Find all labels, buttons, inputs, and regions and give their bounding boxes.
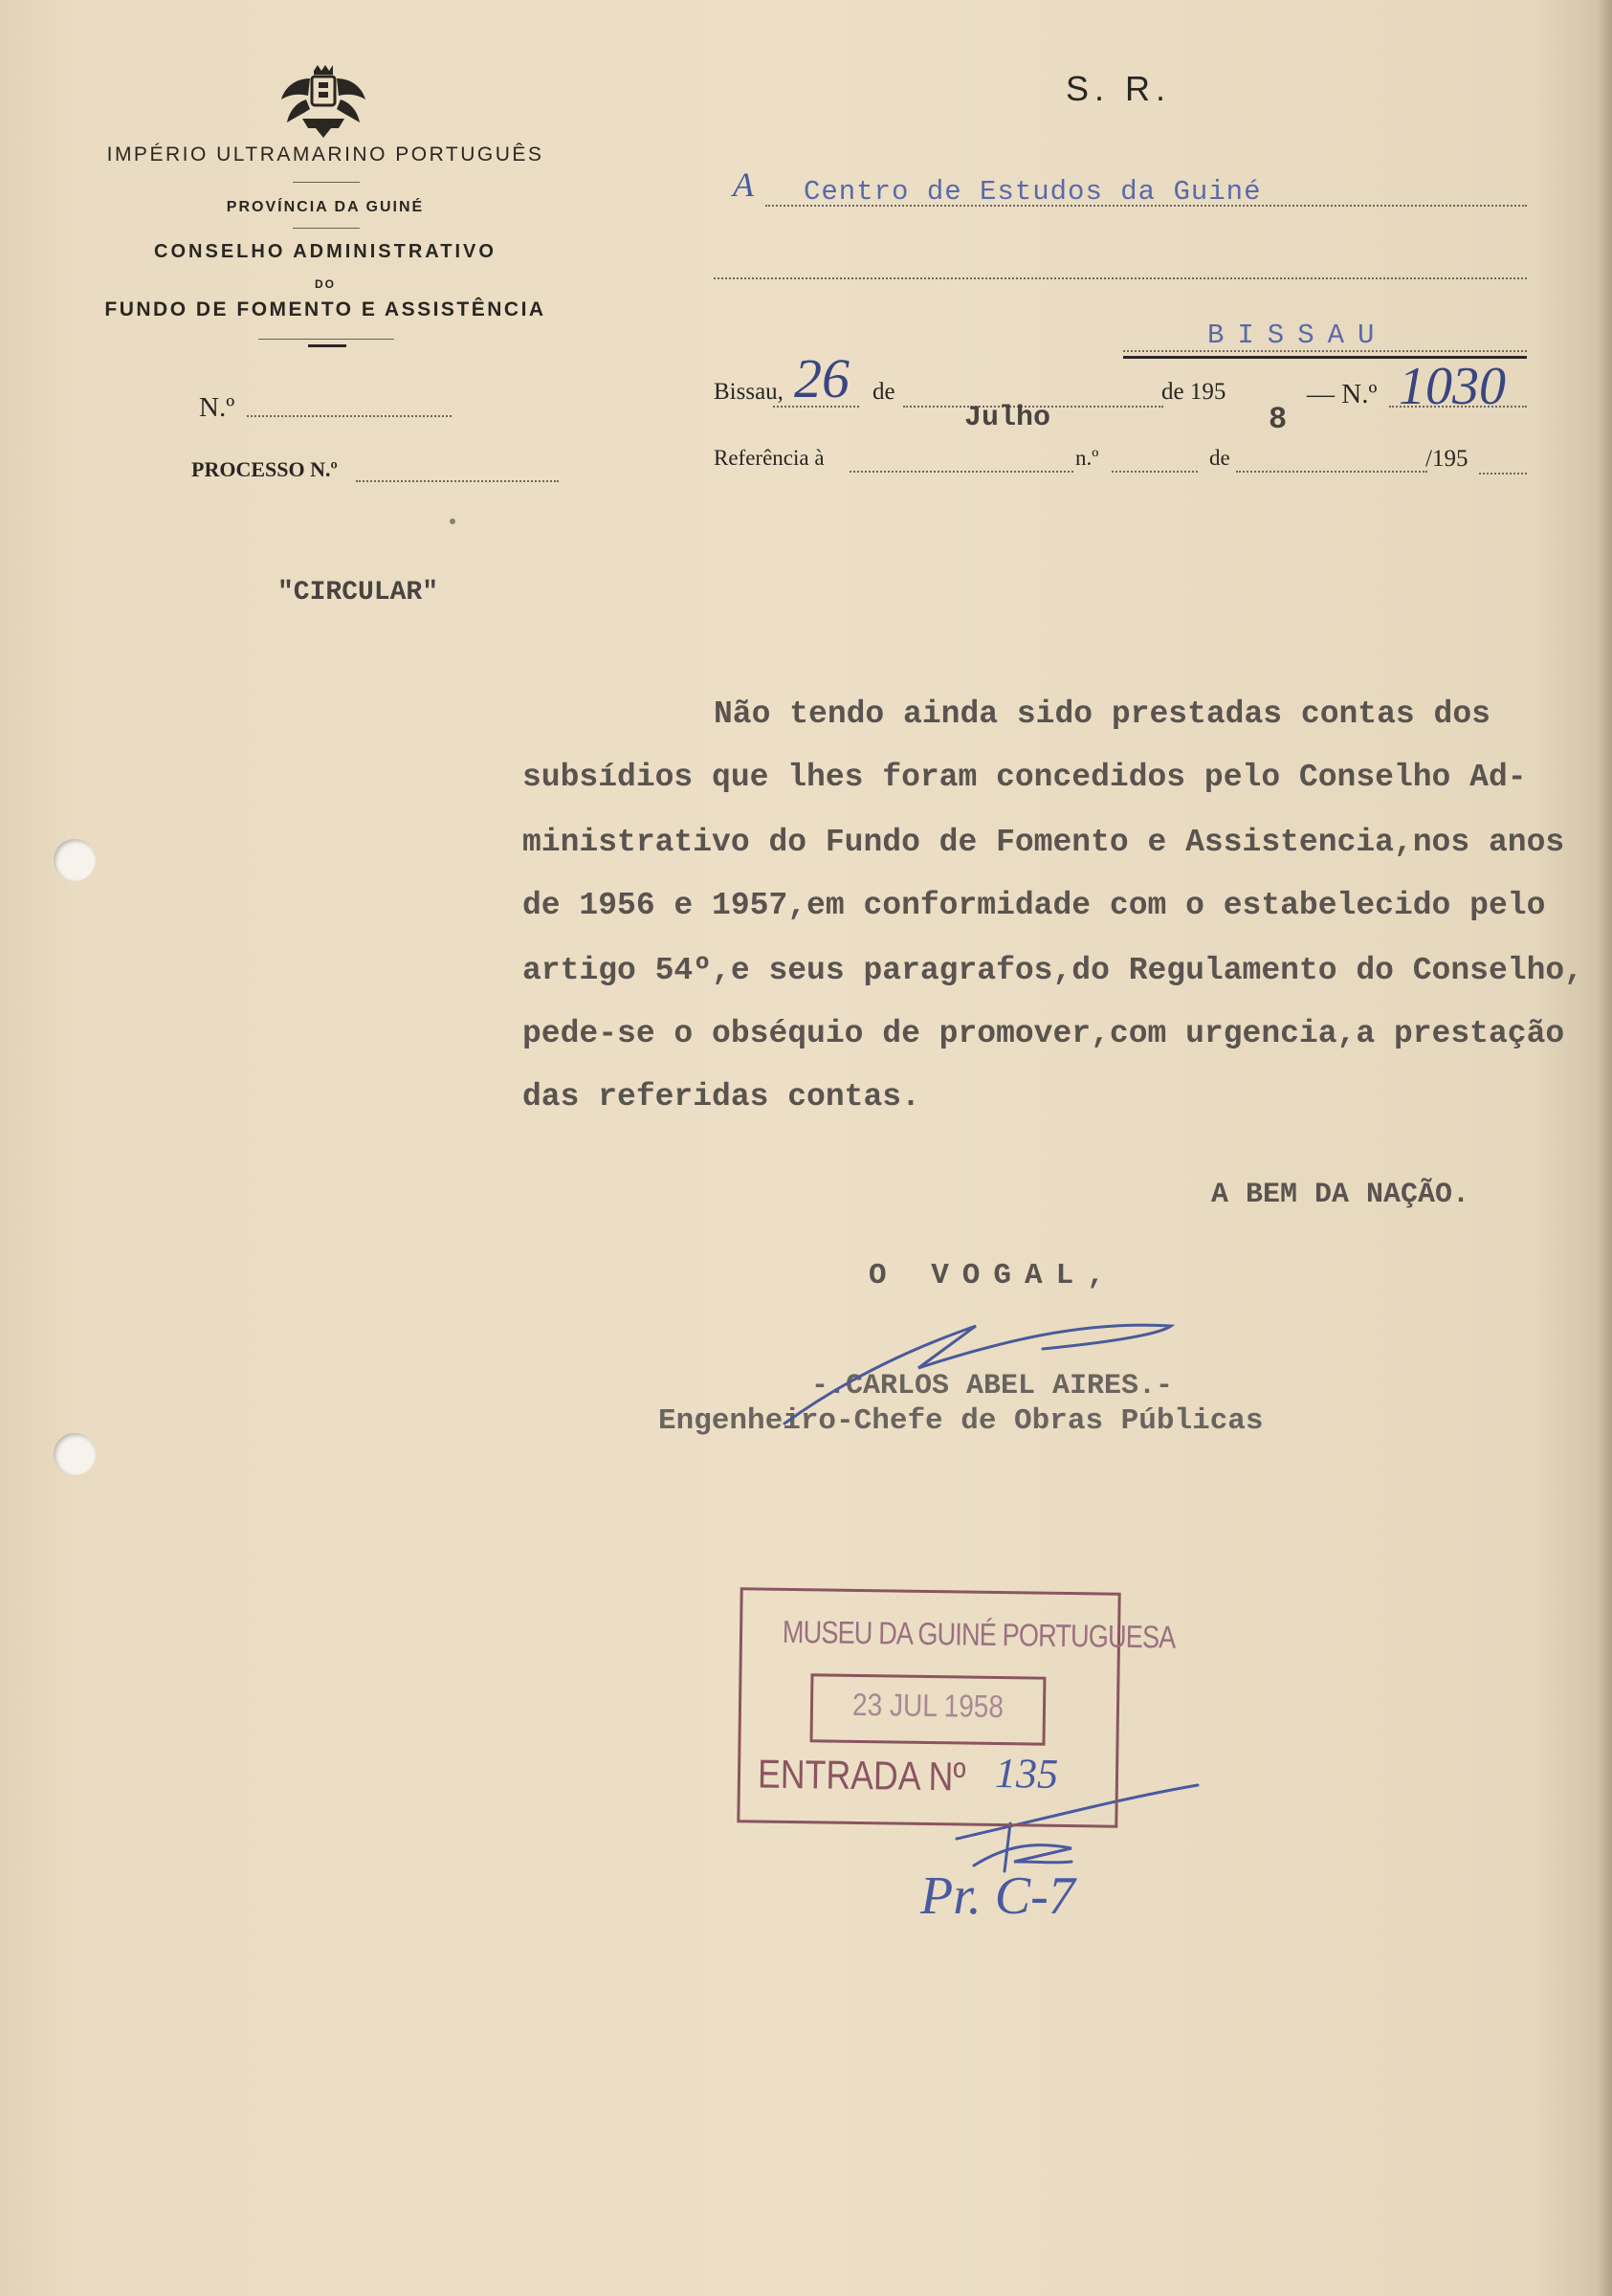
reference-de-label: de (1209, 446, 1230, 470)
header-fund: FUNDO DE FOMENTO E ASSISTÊNCIA (104, 298, 546, 320)
body-line-6: pede-se o obséquio de promover,com urgencia,a prestação (522, 1016, 1565, 1051)
body-line-7: das referidas contas. (522, 1079, 920, 1115)
signatory-name: -.CARLOS ABEL AIRES.- (811, 1370, 1174, 1402)
stamp-title: MUSEU DA GUINÉ PORTUGUESA (782, 1613, 1176, 1655)
circular-label: "CIRCULAR" (277, 578, 439, 607)
header-do: DO (315, 277, 336, 291)
museum-stamp (737, 1587, 1176, 1828)
body-line-1: Não tendo ainda sido prestadas contas dos (714, 696, 1491, 732)
closing-formula: A BEM DA NAÇÃO. (1211, 1179, 1470, 1211)
addressee-city: BISSAU (1207, 320, 1388, 351)
addressee-prefix: A (733, 166, 754, 204)
filing-annotation: Pr. C-7 (920, 1866, 1075, 1926)
date-de-1: de (872, 379, 895, 405)
date-de-195: de 195 (1161, 379, 1226, 405)
header-empire: IMPÉRIO ULTRAMARINO PORTUGUÊS (106, 144, 544, 166)
date-place-label: Bissau, (714, 379, 784, 405)
signatory-role: O VOGAL, (869, 1259, 1118, 1292)
reference-year-label: /195 (1425, 446, 1468, 472)
date-number-label: — N.º (1307, 379, 1378, 409)
date-year-digit: 8 (1269, 402, 1288, 437)
letter-number: 1030 (1399, 357, 1506, 416)
stamp-date: 23 JUL 1958 (851, 1686, 1005, 1725)
body-line-3: ministrativo do Fundo de Fomento e Assistencia,nos anos (522, 825, 1565, 860)
stamp-entrada-number: 135 (994, 1749, 1059, 1798)
body-line-2: subsídios que lhes foram concedidos pelo Conselho Ad- (522, 760, 1527, 795)
reference-label: Referência à (714, 446, 825, 470)
addressee-name: Centro de Estudos da Guiné (804, 176, 1262, 208)
sr-label: S. R. (1066, 69, 1172, 108)
body-line-4: de 1956 e 1957,em conformidade com o estabelecido pelo (522, 888, 1546, 923)
stamp-entrada-label: ENTRADA Nº (757, 1751, 966, 1799)
stamp-date-box (809, 1673, 1046, 1745)
reference-no-label: n.º (1075, 446, 1099, 470)
signature-mark (784, 1325, 1174, 1424)
header-province: PROVÍNCIA DA GUINÉ (226, 199, 425, 215)
date-month: Julho (964, 402, 1051, 434)
body-line-5: artigo 54º,e seus paragrafos,do Regulamento do Conselho, (522, 953, 1583, 988)
processo-label: PROCESSO N.º (191, 457, 338, 481)
signatory-title: Engenheiro-Chefe de Obras Públicas (658, 1404, 1264, 1438)
date-day: 26 (794, 347, 850, 409)
numero-label: N.º (199, 392, 235, 423)
header-council: CONSELHO ADMINISTRATIVO (154, 241, 497, 262)
